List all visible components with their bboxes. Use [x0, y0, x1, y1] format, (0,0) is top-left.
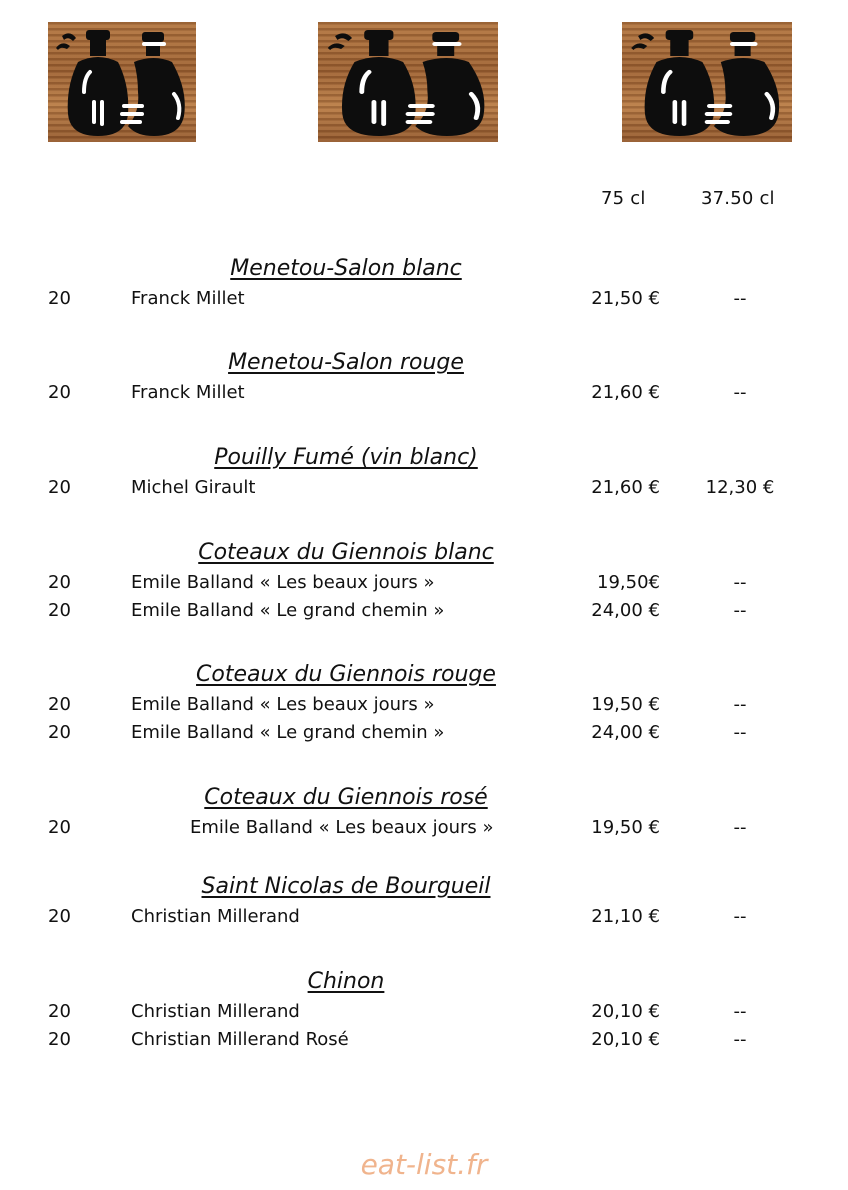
row-quantity: 20	[48, 1029, 71, 1050]
section-title: Pouilly Fumé (vin blanc)	[214, 445, 478, 470]
section-title: Saint Nicolas de Bourgueil	[201, 874, 491, 899]
row-price-75cl: 19,50 €	[591, 817, 660, 838]
section-title: Coteaux du Giennois rouge	[196, 662, 496, 687]
row-price-37cl: --	[733, 694, 747, 715]
wine-carafes-icon	[318, 22, 498, 142]
row-quantity: 20	[48, 694, 71, 715]
logo-center	[318, 22, 498, 142]
row-quantity: 20	[48, 382, 71, 403]
row-name: Emile Balland « Le grand chemin »	[131, 600, 445, 621]
wine-row	[0, 817, 848, 841]
section-title: Coteaux du Giennois rosé	[204, 785, 488, 810]
row-quantity: 20	[48, 477, 71, 498]
row-name: Franck Millet	[131, 382, 245, 403]
wine-row	[0, 1029, 848, 1053]
section-title: Menetou-Salon blanc	[230, 256, 462, 281]
column-header-37cl: 37.50 cl	[701, 188, 775, 209]
row-price-75cl: 19,50€	[597, 572, 660, 593]
section-title: Chinon	[307, 969, 385, 994]
row-name: Christian Millerand	[131, 906, 300, 927]
row-price-37cl: --	[733, 906, 747, 927]
row-name: Michel Girault	[131, 477, 256, 498]
row-quantity: 20	[48, 722, 71, 743]
watermark: eat-list.fr	[360, 1148, 488, 1181]
column-header-75cl: 75 cl	[601, 188, 646, 209]
row-price-37cl: --	[733, 572, 747, 593]
wine-row	[0, 477, 848, 501]
row-name: Emile Balland « Les beaux jours »	[190, 817, 494, 838]
wine-row	[0, 382, 848, 406]
wine-carafes-icon	[622, 22, 792, 142]
row-quantity: 20	[48, 600, 71, 621]
row-price-37cl: --	[733, 288, 747, 309]
wine-row	[0, 722, 848, 746]
row-price-75cl: 20,10 €	[591, 1029, 660, 1050]
row-price-37cl: --	[733, 600, 747, 621]
section-title: Coteaux du Giennois blanc	[198, 540, 494, 565]
row-price-75cl: 24,00 €	[591, 722, 660, 743]
row-name: Emile Balland « Les beaux jours »	[131, 572, 435, 593]
row-price-37cl: --	[733, 722, 747, 743]
row-quantity: 20	[48, 288, 71, 309]
row-price-75cl: 19,50 €	[591, 694, 660, 715]
row-price-75cl: 20,10 €	[591, 1001, 660, 1022]
row-price-75cl: 21,60 €	[591, 382, 660, 403]
row-price-75cl: 21,60 €	[591, 477, 660, 498]
row-price-75cl: 24,00 €	[591, 600, 660, 621]
wine-row	[0, 906, 848, 930]
row-price-75cl: 21,50 €	[591, 288, 660, 309]
row-price-37cl: --	[733, 1001, 747, 1022]
row-name: Christian Millerand Rosé	[131, 1029, 349, 1050]
logo-left	[48, 22, 196, 142]
row-name: Emile Balland « Les beaux jours »	[131, 694, 435, 715]
wine-carafes-icon	[48, 22, 196, 142]
row-price-37cl: 12,30 €	[705, 477, 775, 498]
section-title: Menetou-Salon rouge	[228, 350, 464, 375]
row-quantity: 20	[48, 817, 71, 838]
row-name: Christian Millerand	[131, 1001, 300, 1022]
row-quantity: 20	[48, 906, 71, 927]
row-name: Emile Balland « Le grand chemin »	[131, 722, 445, 743]
row-price-75cl: 21,10 €	[591, 906, 660, 927]
row-name: Franck Millet	[131, 288, 245, 309]
wine-row	[0, 600, 848, 624]
wine-row	[0, 288, 848, 312]
wine-row	[0, 572, 848, 596]
row-price-37cl: --	[733, 1029, 747, 1050]
logo-right	[622, 22, 792, 142]
row-price-37cl: --	[733, 817, 747, 838]
row-quantity: 20	[48, 572, 71, 593]
row-price-37cl: --	[733, 382, 747, 403]
row-quantity: 20	[48, 1001, 71, 1022]
wine-row	[0, 1001, 848, 1025]
wine-row	[0, 694, 848, 718]
